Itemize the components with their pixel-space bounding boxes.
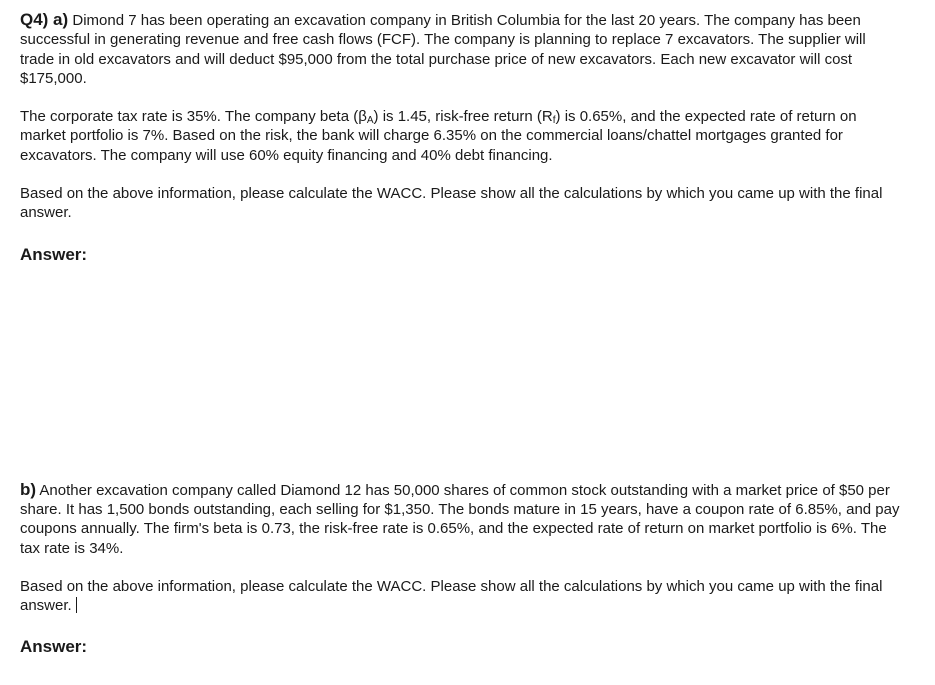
part-b-label: b) bbox=[20, 479, 37, 499]
part-b-instruction: Based on the above information, please calculate the WACC. Please show all the calculations by which you came up with the final answer. bbox=[20, 577, 883, 615]
part-a-intro bbox=[20, 10, 900, 88]
part-b-answer-label: Answer: bbox=[20, 637, 88, 657]
part-a-instruction: Based on the above information, please calculate the WACC. Please show all the calculations by which you came up with the final answer. bbox=[20, 185, 883, 222]
part-b-paragraph-1: Another excavation company called Diamond 12 has 50,000 shares of common stock outstanding with a market price of $50 per share. It has 1,500 bonds outstanding, each selling for $1,350. The bonds mature in 15 years, have a coupon rate of 6.85%, and pay coupons annually. The firm's beta is 0.73, the risk-free rate is 0.65%, and the expected rate of return on market portfolio is 6%. The tax rate is 34%. bbox=[20, 481, 900, 557]
part-b-intro bbox=[20, 480, 900, 558]
beta-subscript: A bbox=[366, 115, 374, 127]
part-b-instruction-line[interactable] bbox=[20, 577, 900, 616]
part-a-paragraph-1: Dimond 7 has been operating an excavation company in British Columbia for the last 20 years. The company has been successful in generating revenue and free cash flows (FCF). The company is planning to replace 7 excavators. The supplier will trade in old excavators and will deduct $95,000 from the total purchase price of new excavators. Each new excavator will cost $175,000. bbox=[20, 12, 866, 87]
part-a-paragraph-2 bbox=[20, 107, 900, 165]
part-a-answer-area[interactable] bbox=[20, 266, 900, 480]
rf-subscript: f bbox=[552, 115, 556, 127]
question-4a bbox=[20, 10, 900, 480]
text-cursor bbox=[76, 597, 77, 613]
part-a-p2-text-1: The corporate tax rate is 35%. The company beta (β bbox=[20, 108, 367, 126]
part-a-p2-text-2: ) is 1.45, risk-free return (R bbox=[373, 108, 553, 126]
part-a-answer-label: Answer: bbox=[20, 244, 88, 264]
part-a-p2-text-3: ) is 0.65%, and the expected rate of return on market portfolio is 7%. Based on the risk, the bank will charge 6.35% on the commercial loans/chattel mortgages granted for excavators. The company will use 60% equity financing and 40% debt financing. bbox=[20, 108, 857, 164]
document-page bbox=[20, 10, 900, 658]
question-4b bbox=[20, 480, 900, 659]
part-a-label: Q4) a) bbox=[20, 10, 69, 29]
